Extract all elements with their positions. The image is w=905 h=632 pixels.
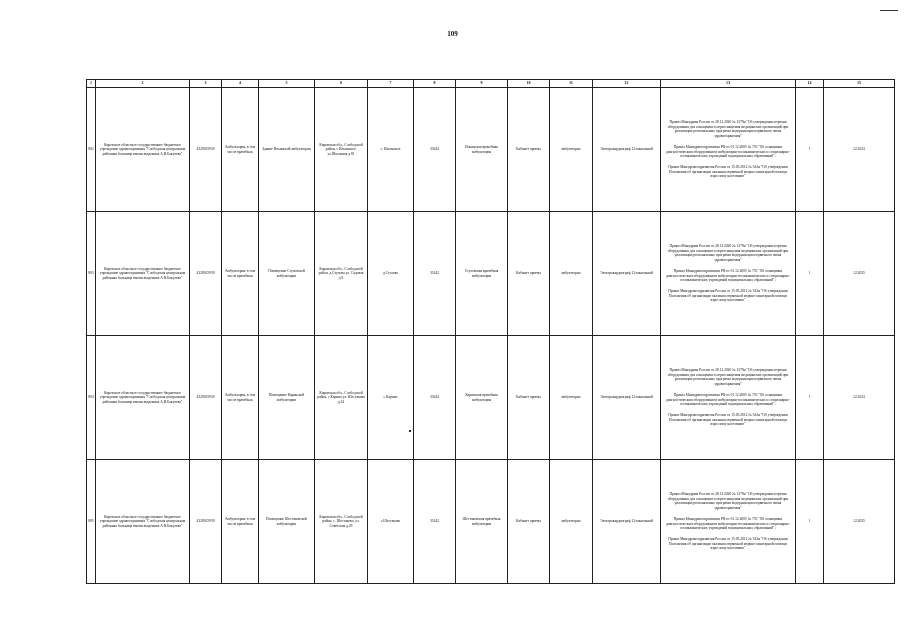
column-header: 13 xyxy=(661,80,796,88)
inn-code: 4329015939 xyxy=(190,336,222,460)
table-row xyxy=(87,336,895,460)
column-header: 9 xyxy=(456,80,508,88)
row-number: 804 xyxy=(87,336,96,460)
legal-paragraph: Приказ Минздрава России от 28.12.2020 № 1379н "Об утверждении перечня оборудования для оснащения и переоснащения медицинских организаций при реализации региональных программ модернизации первичного звена здравоохранения" xyxy=(667,120,789,138)
inn-code: 4329015939 xyxy=(190,88,222,212)
care-condition: амбулаторно xyxy=(550,212,593,336)
inn-code: 4329015939 xyxy=(190,212,222,336)
column-header: 8 xyxy=(414,80,456,88)
quantity: 1 xyxy=(796,336,824,460)
quantity: 1 xyxy=(796,212,824,336)
locality: с.Карино xyxy=(368,336,414,460)
unit-name: Стуловская врачебная амбулатория xyxy=(456,212,508,336)
facility-address: Кировская обл., Слободской район, с.Ильинское, ул.Школьная д.81 xyxy=(315,88,368,212)
legal-paragraph: Приказ Минздравсоцразвития России от 15.05.2012 № 543н "Об утверждении Положения об организации оказания первичной медико-санитарной помощи взрослому населению" xyxy=(668,165,788,179)
legal-basis xyxy=(661,88,796,212)
quantity: 1 xyxy=(796,460,824,584)
delivery-date: 12.2025 xyxy=(824,212,895,336)
organization-name: Кировское областное государственное бюджетное учреждение здравоохранения "Слободская центральная районная больница имени академика А.Н.Бакулева" xyxy=(96,460,190,584)
row-number: 802 xyxy=(87,88,96,212)
scan-dot xyxy=(409,430,411,432)
column-header: 11 xyxy=(550,80,593,88)
room-name: Кабинет приема xyxy=(508,336,550,460)
legal-paragraph: Приказ Минздрава России от 28.12.2020 № 1379н "Об утверждении перечня оборудования для оснащения и переоснащения медицинских организаций при реализации региональных программ модернизации первичного звена здравоохранения" xyxy=(667,244,789,262)
column-header: 3 xyxy=(190,80,222,88)
care-condition: амбулаторно xyxy=(550,460,593,584)
table-row xyxy=(87,212,895,336)
room-name: Кабинет приема xyxy=(508,460,550,584)
building-type: Амбулатория, в том числе врачебная xyxy=(222,460,259,584)
table-header-row xyxy=(87,80,895,88)
column-header: 6 xyxy=(315,80,368,88)
locality: д.Стулово xyxy=(368,212,414,336)
building-type: Амбулатория, в том числе врачебная xyxy=(222,336,259,460)
legal-paragraph: Приказ Минздравсоцразвития РФ от 01.12.2005 № 753 "Об оснащении диагностическим оборудованием амбулаторно-поликлинических и стационарно-поликлинических учреждений муниципальных образований"; xyxy=(665,517,791,530)
quantity: 1 xyxy=(796,88,824,212)
legal-basis xyxy=(661,460,796,584)
facility-name: Здание Ильинской амбулатории xyxy=(259,88,315,212)
facility-address: Кировская обл., Слободской район, д.Стулово,ул. Садовая д.9 xyxy=(315,212,368,336)
equipment-name: Электрокардиограф 12-канальный xyxy=(593,88,661,212)
column-header: 10 xyxy=(508,80,550,88)
corner-rule xyxy=(880,10,898,11)
organization-name: Кировское областное государственное бюджетное учреждение здравоохранения "Слободская центральная районная больница имени академика А.Н.Бакулева" xyxy=(96,212,190,336)
oktmo-code: 33242 xyxy=(414,460,456,584)
organization-name: Кировское областное государственное бюджетное учреждение здравоохранения "Слободская центральная районная больница имени академика А.Н.Бакулева" xyxy=(96,336,190,460)
care-condition: амбулаторно xyxy=(550,336,593,460)
legal-paragraph: Приказ Минздрава России от 28.12.2020 № 1379н "Об утверждении перечня оборудования для оснащения и переоснащения медицинских организаций при реализации региональных программ модернизации первичного звена здравоохранения" xyxy=(667,368,789,386)
facility-address: Кировская обл., Слободской район, с.Карино,ул. Шестакова д.34 xyxy=(315,336,368,460)
page-number: 109 xyxy=(447,30,458,38)
column-header: 12 xyxy=(593,80,661,88)
facility-name: Помещение Стуловской амбулатории xyxy=(259,212,315,336)
facility-name: Помещение Шестаковской амбулатории xyxy=(259,460,315,584)
column-header: 14 xyxy=(796,80,824,88)
unit-name: Ильинская врачебная амбулатория xyxy=(456,88,508,212)
oktmo-code: 33242 xyxy=(414,212,456,336)
delivery-date: 12.2024 xyxy=(824,336,895,460)
organization-name: Кировское областное государственное бюджетное учреждение здравоохранения "Слободская центральная районная больница имени академика А.Н.Бакулева" xyxy=(96,88,190,212)
room-name: Кабинет приема xyxy=(508,212,550,336)
column-header: 2 xyxy=(96,80,190,88)
inn-code: 4329015939 xyxy=(190,460,222,584)
legal-paragraph: Приказ Минздрава России от 28.12.2020 № 1379н "Об утверждении перечня оборудования для оснащения и переоснащения медицинских организаций при реализации региональных программ модернизации первичного звена здравоохранения" xyxy=(667,492,789,510)
facility-address: Кировская обл., Слободской район, с. Шестаково, ул. Советская д.29 xyxy=(315,460,368,584)
column-header: 5 xyxy=(259,80,315,88)
column-header: 15 xyxy=(824,80,895,88)
column-header: 4 xyxy=(222,80,259,88)
legal-paragraph: Приказ Минздравсоцразвития РФ от 01.12.2005 № 753 "Об оснащении диагностическим оборудованием амбулаторно-поликлинических и стационарно-поликлинических учреждений муниципальных образований"; xyxy=(665,145,791,158)
legal-basis xyxy=(661,336,796,460)
oktmo-code: 33242 xyxy=(414,336,456,460)
table-row xyxy=(87,460,895,584)
delivery-date: 12.2025 xyxy=(824,460,895,584)
building-type: Амбулатория, в том числе врачебная xyxy=(222,88,259,212)
legal-paragraph: Приказ Минздравсоцразвития России от 15.05.2012 № 543н "Об утверждении Положения об организации оказания первичной медико-санитарной помощи взрослому населению" xyxy=(668,537,788,551)
equipment-name: Электрокардиограф 12-канальный xyxy=(593,460,661,584)
legal-paragraph: Приказ Минздравсоцразвития России от 15.05.2012 № 543н "Об утверждении Положения об организации оказания первичной медико-санитарной помощи взрослому населению" xyxy=(668,413,788,427)
equipment-name: Электрокардиограф 12-канальный xyxy=(593,336,661,460)
unit-name: Шестаковская врачебная амбулатория xyxy=(456,460,508,584)
building-type: Амбулатория, в том числе врачебная xyxy=(222,212,259,336)
legal-paragraph: Приказ Минздравсоцразвития РФ от 01.12.2005 № 753 "Об оснащении диагностическим оборудованием амбулаторно-поликлинических и стационарно-поликлинических учреждений муниципальных образований"; xyxy=(665,269,791,282)
legal-paragraph: Приказ Минздравсоцразвития России от 15.05.2012 № 543н "Об утверждении Положения об организации оказания первичной медико-санитарной помощи взрослому населению" xyxy=(668,289,788,303)
equipment-table xyxy=(86,79,895,584)
locality: с.Шестаково xyxy=(368,460,414,584)
row-number: 803 xyxy=(87,212,96,336)
locality: с. Ильинское xyxy=(368,88,414,212)
unit-name: Каринская врачебная амбулатория xyxy=(456,336,508,460)
equipment-name: Электрокардиограф 12-канальный xyxy=(593,212,661,336)
facility-name: Помещение Каринской амбулатории xyxy=(259,336,315,460)
column-header: 7 xyxy=(368,80,414,88)
room-name: Кабинет приема xyxy=(508,88,550,212)
delivery-date: 12.2024 xyxy=(824,88,895,212)
legal-paragraph: Приказ Минздравсоцразвития РФ от 01.12.2005 № 753 "Об оснащении диагностическим оборудованием амбулаторно-поликлинических и стационарно-поликлинических учреждений муниципальных образований"; xyxy=(665,393,791,406)
care-condition: амбулаторно xyxy=(550,88,593,212)
row-number: 805 xyxy=(87,460,96,584)
table-row xyxy=(87,88,895,212)
oktmo-code: 33242 xyxy=(414,88,456,212)
legal-basis xyxy=(661,212,796,336)
column-header: 1 xyxy=(87,80,96,88)
